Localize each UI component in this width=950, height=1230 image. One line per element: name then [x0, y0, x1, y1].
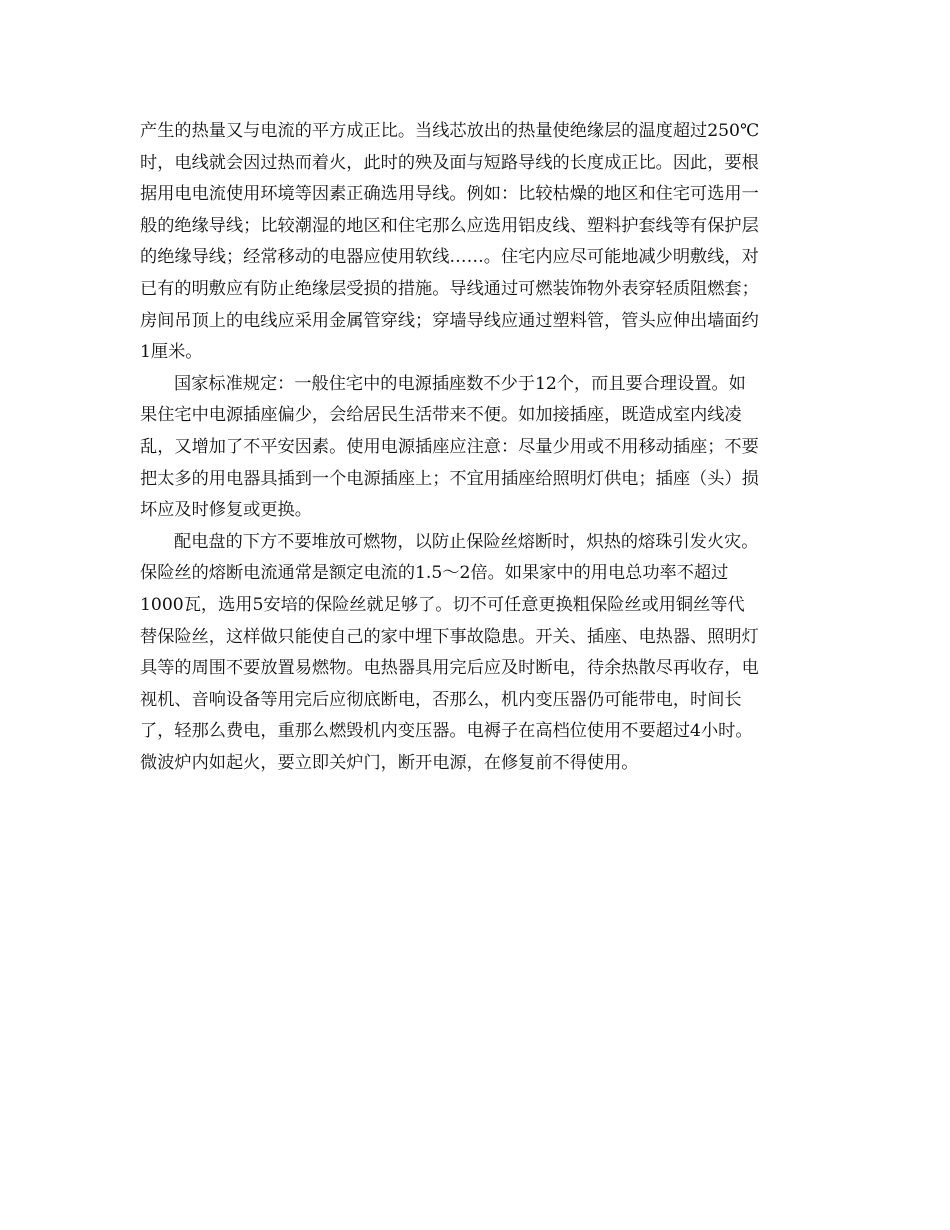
paragraph-fuse-wiring — [140, 116, 816, 369]
text-line: 般的绝缘导线；比较潮湿的地区和住宅那么应选用铝皮线、塑料护套线等有保护层 — [140, 215, 759, 236]
text-line: 国家标准规定：一般住宅中的电源插座数不少于12个，而且要合理设置。如 — [174, 373, 746, 394]
text-line: 1厘米。 — [140, 342, 203, 363]
text-line: 已有的明敷应有防止绝缘层受损的措施。导线通过可燃装饰物外表穿轻质阻燃套； — [140, 278, 759, 299]
text-line: 微波炉内如起火，要立即关炉门，断开电源，在修复前不得使用。 — [140, 752, 639, 773]
text-line: 配电盘的下方不要堆放可燃物，以防止保险丝熔断时，炽热的熔珠引发火灾。 — [174, 531, 759, 552]
text-line: 1000瓦，选用5安培的保险丝就足够了。切不可任意更换粗保险丝或用铜丝等代 — [140, 594, 745, 615]
document-body — [140, 116, 816, 779]
text-line: 据用电电流使用环境等因素正确选用导线。例如：比较枯燥的地区和住宅可选用一 — [140, 184, 759, 205]
text-line: 具等的周围不要放置易燃物。电热器具用完后应及时断电，待余热散尽再收存，电 — [140, 658, 759, 679]
text-line: 产生的热量又与电流的平方成正比。当线芯放出的热量使绝缘层的温度超过250℃ — [140, 121, 760, 141]
text-line: 的绝缘导线；经常移动的电器应使用软线……。住宅内应尽可能地减少明敷线，对 — [140, 247, 759, 268]
paragraph-distribution-board — [140, 527, 816, 780]
text-line: 把太多的用电器具插到一个电源插座上；不宜用插座给照明灯供电；插座（头）损 — [140, 468, 759, 489]
text-line: 坏应及时修复或更换。 — [140, 500, 312, 521]
text-line: 果住宅中电源插座偏少，会给居民生活带来不便。如加接插座，既造成室内线凌 — [140, 405, 742, 426]
text-line: 乱，又增加了不平安因素。使用电源插座应注意：尽量少用或不用移动插座；不要 — [140, 436, 759, 457]
text-line: 视机、音响设备等用完后应彻底断电，否那么，机内变压器仍可能带电，时间长 — [140, 689, 742, 710]
text-line: 了，轻那么费电，重那么燃毁机内变压器。电褥子在高档位使用不要超过4小时。 — [140, 721, 753, 742]
paragraph-sockets — [140, 369, 816, 527]
text-line: 房间吊顶上的电线应采用金属管穿线；穿墙导线应通过塑料管，管头应伸出墙面约 — [140, 310, 759, 331]
text-line: 时，电线就会因过热而着火，此时的殃及面与短路导线的长度成正比。因此，要根 — [140, 152, 759, 173]
text-line: 保险丝的熔断电流通常是额定电流的1.5～2倍。如果家中的用电总功率不超过 — [140, 563, 729, 584]
text-line: 替保险丝，这样做只能使自己的家中埋下事故隐患。开关、插座、电热器、照明灯 — [140, 626, 759, 647]
